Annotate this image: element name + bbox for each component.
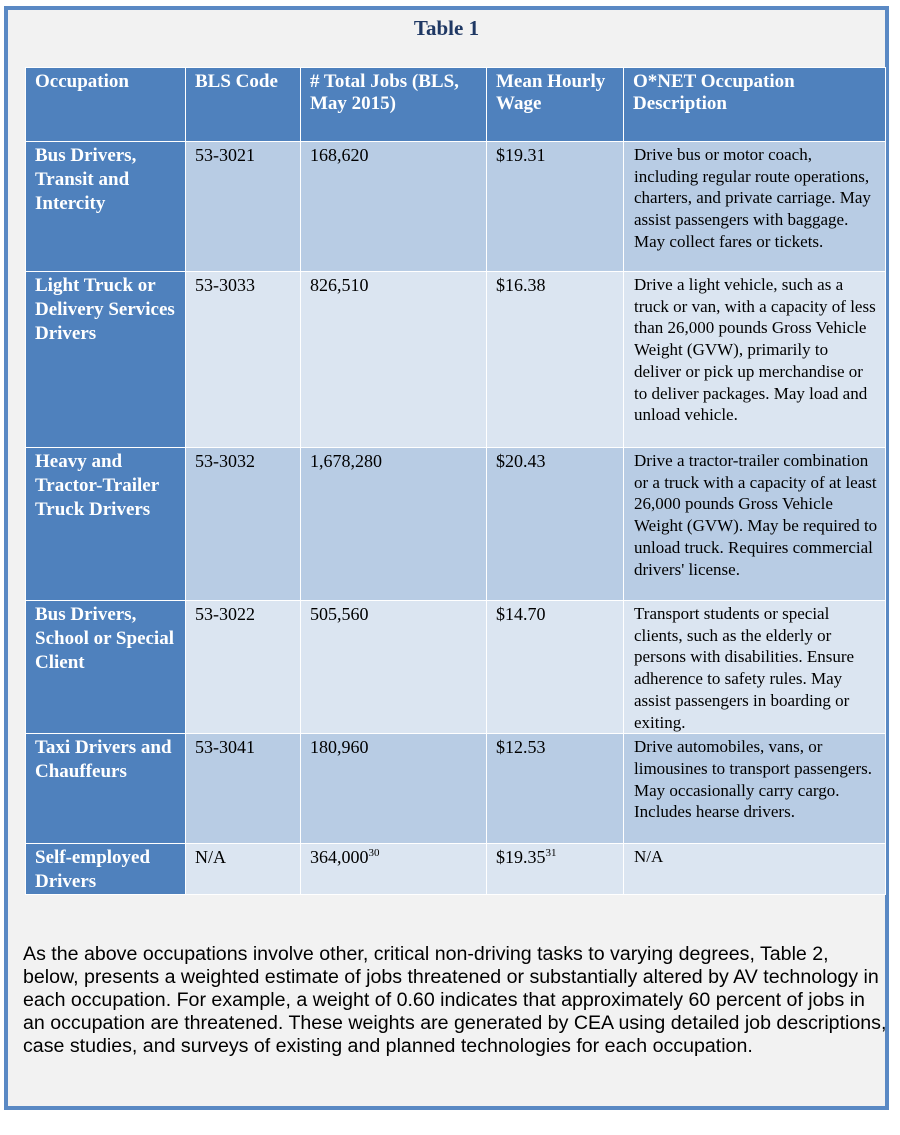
mean-wage-value: $19.31: [496, 145, 546, 165]
bls-code-cell: 53-3021: [186, 142, 301, 272]
table-row: [26, 601, 886, 734]
total-jobs-cell: [301, 844, 487, 895]
footnote-ref: 31: [545, 847, 557, 860]
occupation-cell: Taxi Drivers and Chauffeurs: [26, 734, 186, 844]
total-jobs-value: 364,000: [310, 847, 369, 868]
mean-wage-value: $19.35: [496, 847, 546, 868]
total-jobs-cell: [301, 272, 487, 448]
mean-wage-cell: [487, 734, 624, 844]
table-row: [26, 734, 886, 844]
mean-wage-cell: [487, 601, 624, 734]
mean-wage-cell: [487, 448, 624, 601]
occupation-cell: Heavy and Tractor-Trailer Truck Drivers: [26, 448, 186, 601]
total-jobs-cell: [301, 142, 487, 272]
bls-code-cell: 53-3022: [186, 601, 301, 734]
mean-wage-cell: [487, 272, 624, 448]
header-bls-code: BLS Code: [186, 68, 301, 142]
total-jobs-cell: [301, 734, 487, 844]
total-jobs-value: 1,678,280: [310, 451, 382, 471]
mean-wage-value: $14.70: [496, 604, 546, 624]
body-paragraph: As the above occupations involve other, critical non-driving tasks to varying degrees, Table 2, below, presents a weighted estimate of jobs threatened or substantially altered by AV technology in each occupation. For example, a weight of 0.60 indicates that approximately 60 percent of jobs in an occupation are threatened. These weights are generated by CEA using detailed job descriptions, case studies, and surveys of existing and planned technologies for each occupation.: [23, 943, 887, 1057]
total-jobs-value: 168,620: [310, 145, 369, 165]
total-jobs-value: 180,960: [310, 737, 369, 758]
occupations-table: [25, 67, 886, 895]
table-title: Table 1: [413, 16, 480, 40]
description-cell: N/A: [624, 844, 886, 895]
table-row: [26, 142, 886, 272]
description-cell: Drive bus or motor coach, including regular route operations, charters, and private carriage. May assist passengers with baggage. May collect fares or tickets.: [624, 142, 886, 272]
table-row: [26, 448, 886, 601]
total-jobs-cell: [301, 448, 487, 601]
bls-code-cell: 53-3041: [186, 734, 301, 844]
description-cell: Drive automobiles, vans, or limousines to transport passengers. May occasionally carry cargo. Includes hearse drivers.: [624, 734, 886, 844]
occupation-cell: Self-employed Drivers: [26, 844, 186, 895]
occupation-cell: Bus Drivers, Transit and Intercity: [26, 142, 186, 272]
description-cell: Transport students or special clients, such as the elderly or persons with disabilities. Ensure adherence to safety rules. May assist passengers in boarding or exiting.: [624, 601, 886, 734]
occupation-cell: Light Truck or Delivery Services Drivers: [26, 272, 186, 448]
header-total-jobs: # Total Jobs (BLS, May 2015): [301, 68, 487, 142]
description-cell: Drive a tractor-trailer combination or a truck with a capacity of at least 26,000 pounds Gross Vehicle Weight (GVW). May be required to unload truck. Requires commercial drivers' license.: [624, 448, 886, 601]
mean-wage-value: $20.43: [496, 451, 546, 471]
bls-code-cell: 53-3033: [186, 272, 301, 448]
header-description: O*NET Occupation Description: [624, 68, 886, 142]
footnote-ref: 30: [368, 847, 380, 860]
total-jobs-cell: [301, 601, 487, 734]
total-jobs-value: 826,510: [310, 275, 369, 295]
table-header-row: [26, 68, 886, 142]
mean-wage-value: $12.53: [496, 737, 546, 758]
bls-code-cell: N/A: [186, 844, 301, 895]
mean-wage-cell: [487, 844, 624, 895]
header-mean-wage: Mean Hourly Wage: [487, 68, 624, 142]
document-frame: [4, 6, 889, 1110]
bls-code-cell: 53-3032: [186, 448, 301, 601]
mean-wage-cell: [487, 142, 624, 272]
table-row: [26, 844, 886, 895]
mean-wage-value: $16.38: [496, 275, 546, 295]
header-occupation: Occupation: [26, 68, 186, 142]
description-cell: Drive a light vehicle, such as a truck or van, with a capacity of less than 26,000 pounds Gross Vehicle Weight (GVW), primarily to deliver or pick up merchandise or to deliver packages. May load and unload vehicle.: [624, 272, 886, 448]
total-jobs-value: 505,560: [310, 604, 369, 624]
occupation-cell: Bus Drivers, School or Special Client: [26, 601, 186, 734]
table-row: [26, 272, 886, 448]
